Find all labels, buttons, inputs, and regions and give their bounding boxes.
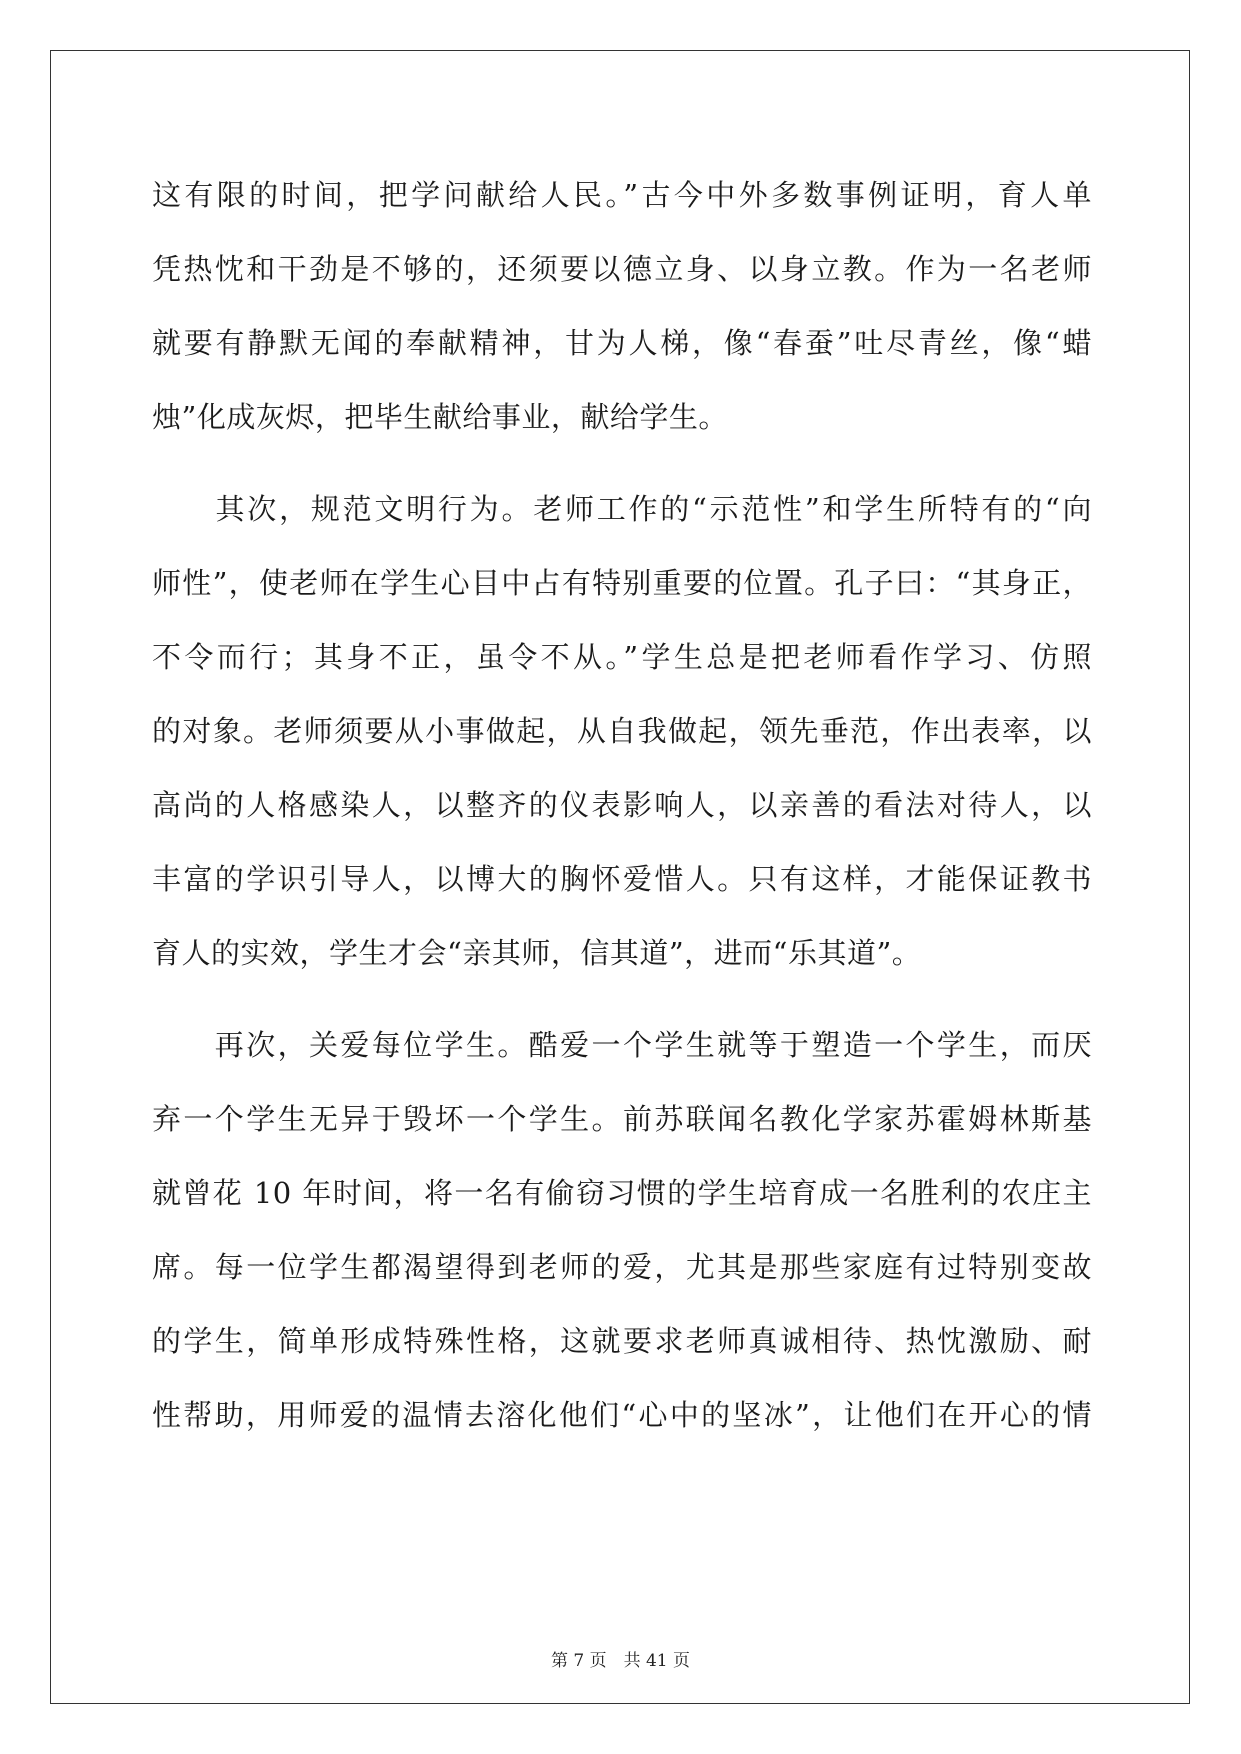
text-line: 席。每一位学生都渴望得到老师的爱，尤其是那些家庭有过特别变故 [152,1250,1092,1284]
paragraph-2 [152,472,1092,990]
text-line: 的学生，简单形成特殊性格，这就要求老师真诚相待、热忱激励、耐 [152,1324,1092,1358]
text-line: 高尚的人格感染人，以整齐的仪表影响人，以亲善的看法对待人，以 [152,788,1092,822]
text-line: 烛”化成灰烬，把毕生献给事业，献给学生。 [152,400,728,434]
text-line: 丰富的学识引导人，以博大的胸怀爱惜人。只有这样，才能保证教书 [152,862,1092,896]
text-line: 凭热忱和干劲是不够的，还须要以德立身、以身立教。作为一名老师 [152,252,1092,286]
text-line: 育人的实效，学生才会“亲其师，信其道”，进而“乐其道”。 [152,936,922,970]
text-line: 弃一个学生无异于毁坏一个学生。前苏联闻名教化学家苏霍姆林斯基 [152,1102,1092,1136]
text-line: 再次，关爱每位学生。酷爱一个学生就等于塑造一个学生，而厌 [152,1028,1092,1062]
text-line: 性帮助，用师爱的温情去溶化他们“心中的坚冰”，让他们在开心的情 [152,1398,1092,1432]
document-body [152,158,1092,1452]
text-line: 就曾花 10 年时间，将一名有偷窃习惯的学生培育成一名胜利的农庄主 [152,1176,1092,1210]
text-line: 就要有静默无闻的奉献精神，甘为人梯，像“春蚕”吐尽青丝，像“蜡 [152,326,1092,360]
text-line: 师性”，使老师在学生心目中占有特别重要的位置。孔子曰：“其身正， [152,566,1092,600]
text-line: 其次，规范文明行为。老师工作的“示范性”和学生所特有的“向 [152,492,1092,526]
text-line: 这有限的时间，把学问献给人民。”古今中外多数事例证明，育人单 [152,178,1092,212]
paragraph-1 [152,158,1092,454]
paragraph-3 [152,1008,1092,1452]
text-line: 不令而行；其身不正，虽令不从。”学生总是把老师看作学习、仿照 [152,640,1092,674]
page-number-footer: 第 7 页 共 41 页 [550,1651,691,1671]
text-line: 的对象。老师须要从小事做起，从自我做起，领先垂范，作出表率，以 [152,714,1092,748]
